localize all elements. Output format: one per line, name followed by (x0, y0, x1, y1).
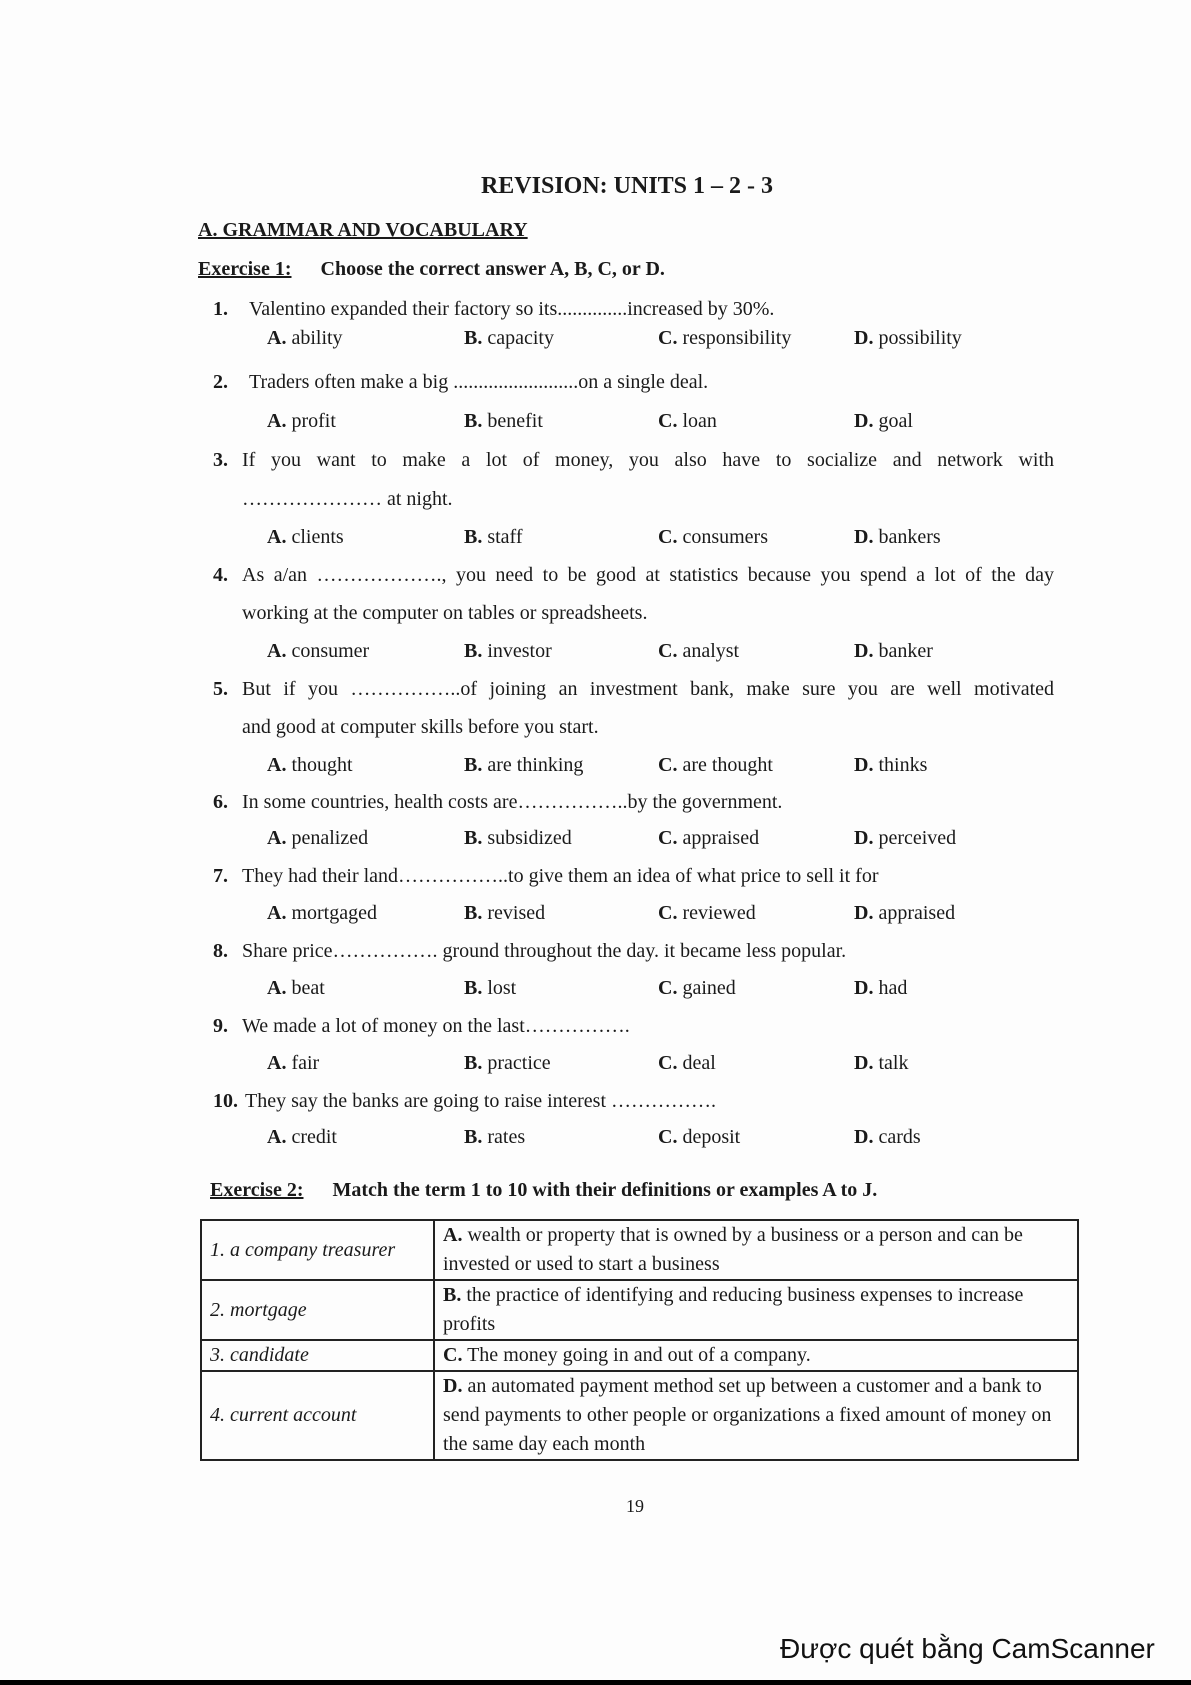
question-number: 8. (213, 940, 228, 962)
option-text: thought (291, 754, 353, 776)
exercise-2-label: Exercise 2: (210, 1179, 304, 1201)
option-letter: C. (658, 640, 678, 662)
option-text: perceived (878, 827, 957, 849)
answer-option[interactable] (464, 409, 543, 433)
question-number: 9. (213, 1015, 228, 1037)
option-letter: D. (854, 827, 874, 849)
term-cell: 2. mortgage (201, 1280, 434, 1340)
option-letter: D. (854, 1126, 874, 1148)
option-text: credit (291, 1126, 337, 1148)
answer-option[interactable] (854, 525, 941, 549)
answer-option[interactable] (267, 826, 368, 850)
question-text: We made a lot of money on the last……………. (242, 1015, 630, 1037)
option-text: practice (487, 1052, 551, 1074)
answer-option[interactable] (464, 525, 523, 549)
option-letter: D. (854, 902, 874, 924)
option-text: clients (291, 526, 344, 548)
option-text: subsidized (487, 827, 572, 849)
definition-letter: A. (443, 1224, 463, 1246)
definition-cell (434, 1280, 1078, 1340)
definition-letter: C. (443, 1344, 463, 1366)
option-letter: A. (267, 754, 287, 776)
option-letter: B. (464, 1052, 483, 1074)
question-text: Traders often make a big .........................on a single deal. (249, 371, 709, 393)
option-text: deal (682, 1052, 716, 1074)
option-letter: C. (658, 754, 678, 776)
option-text: investor (487, 640, 552, 662)
definition-text: wealth or property that is owned by a business or a person and can be invested or used to start a business (443, 1224, 1023, 1275)
question-number: 2. (213, 371, 228, 393)
option-letter: B. (464, 640, 483, 662)
option-letter: B. (464, 410, 483, 432)
option-letter: B. (464, 827, 483, 849)
option-letter: B. (464, 327, 483, 349)
answer-option[interactable] (464, 901, 545, 925)
answer-option[interactable] (267, 639, 369, 663)
option-letter: D. (854, 1052, 874, 1074)
question-text: They had their land……………..to give them an idea of what price to sell it for (242, 865, 879, 887)
definition-cell (434, 1371, 1078, 1460)
option-letter: D. (854, 526, 874, 548)
option-letter: B. (464, 1126, 483, 1148)
option-letter: C. (658, 977, 678, 999)
answer-option[interactable] (464, 639, 552, 663)
bottom-bar (0, 1680, 1191, 1685)
definition-text: The money going in and out of a company. (467, 1344, 811, 1366)
answer-option[interactable] (854, 901, 955, 925)
option-letter: A. (267, 977, 287, 999)
definition-text: an automated payment method set up between a customer and a bank to send payments to other people or organizations a fixed amount of money on the same day each month (443, 1375, 1052, 1455)
section-heading: A. GRAMMAR AND VOCABULARY (198, 219, 528, 241)
answer-option[interactable] (267, 525, 344, 549)
exercise-1-instruction: Choose the correct answer A, B, C, or D. (320, 258, 665, 280)
term-cell: 1. a company treasurer (201, 1220, 434, 1280)
answer-option[interactable] (854, 1125, 921, 1149)
definition-cell (434, 1340, 1078, 1371)
answer-option[interactable] (854, 976, 907, 1000)
definition-cell (434, 1220, 1078, 1280)
option-text: banker (878, 640, 933, 662)
answer-option[interactable] (464, 826, 572, 850)
option-letter: A. (267, 410, 287, 432)
page-number: 19 (626, 1496, 644, 1516)
question-text: and good at computer skills before you start. (242, 716, 599, 738)
answer-option[interactable] (267, 976, 325, 1000)
answer-option[interactable] (658, 901, 756, 925)
match-row (201, 1280, 1078, 1340)
option-letter: D. (854, 327, 874, 349)
option-text: deposit (682, 1126, 741, 1148)
option-letter: B. (464, 902, 483, 924)
option-text: are thought (682, 754, 773, 776)
option-text: lost (487, 977, 517, 999)
question-text: ………………… at night. (242, 488, 453, 510)
answer-option[interactable] (464, 976, 516, 1000)
option-text: are thinking (487, 754, 584, 776)
option-letter: A. (267, 902, 287, 924)
question-text: They say the banks are going to raise interest ……………. (245, 1090, 716, 1112)
question-number: 7. (213, 865, 228, 887)
question-text: working at the computer on tables or spreadsheets. (242, 602, 648, 624)
option-letter: A. (267, 827, 287, 849)
option-letter: C. (658, 902, 678, 924)
question-number: 6. (213, 791, 228, 813)
option-letter: D. (854, 640, 874, 662)
answer-option[interactable] (267, 1125, 337, 1149)
question-text: If you want to make a lot of money, you also have to socialize and network with (242, 449, 1054, 471)
answer-option[interactable] (658, 1125, 740, 1149)
exercise-2-header (210, 1178, 877, 1202)
option-letter: A. (267, 1052, 287, 1074)
definition-letter: B. (443, 1284, 462, 1306)
option-letter: C. (658, 827, 678, 849)
term-cell: 3. candidate (201, 1340, 434, 1371)
option-letter: D. (854, 977, 874, 999)
answer-option[interactable] (464, 1051, 551, 1075)
match-row (201, 1340, 1078, 1371)
answer-option[interactable] (267, 753, 353, 777)
question-text: But if you ……………..of joining an investment bank, make sure you are well motivated (242, 678, 1054, 700)
option-text: staff (487, 526, 523, 548)
question-number: 3. (213, 449, 228, 471)
option-text: mortgaged (291, 902, 377, 924)
option-text: reviewed (682, 902, 756, 924)
option-text: penalized (291, 827, 369, 849)
answer-option[interactable] (267, 409, 336, 433)
question-number: 4. (213, 564, 228, 586)
exercise-1-label: Exercise 1: (198, 258, 292, 280)
option-text: beat (291, 977, 325, 999)
option-text: revised (487, 902, 546, 924)
option-letter: A. (267, 327, 287, 349)
option-letter: A. (267, 640, 287, 662)
answer-option[interactable] (464, 753, 583, 777)
exercise-1-header (198, 257, 665, 281)
option-letter: C. (658, 1052, 678, 1074)
question-text: As a/an ………………., you need to be good at statistics because you spend a lot of the day (242, 564, 1054, 586)
answer-option[interactable] (267, 1051, 319, 1075)
answer-option[interactable] (854, 826, 956, 850)
option-text: benefit (487, 410, 543, 432)
match-table (200, 1219, 1079, 1461)
option-text: profit (291, 410, 336, 432)
page-title: REVISION: UNITS 1 – 2 - 3 (480, 173, 774, 199)
answer-option[interactable] (464, 326, 554, 350)
option-letter: C. (658, 1126, 678, 1148)
question-text: Valentino expanded their factory so its..............increased by 30%. (249, 298, 775, 320)
option-text: bankers (878, 526, 941, 548)
answer-option[interactable] (658, 1051, 716, 1075)
option-letter: B. (464, 526, 483, 548)
option-text: consumer (291, 640, 370, 662)
option-text: responsibility (682, 327, 792, 349)
option-text: loan (682, 410, 717, 432)
answer-option[interactable] (464, 1125, 525, 1149)
term-cell: 4. current account (201, 1371, 434, 1460)
option-text: talk (878, 1052, 909, 1074)
option-text: possibility (878, 327, 962, 349)
question-number: 1. (213, 298, 228, 320)
option-letter: A. (267, 1126, 287, 1148)
definition-letter: D. (443, 1375, 463, 1397)
exercise-2-instruction: Match the term 1 to 10 with their definitions or examples A to J. (332, 1179, 878, 1201)
option-letter: D. (854, 410, 874, 432)
answer-option[interactable] (658, 639, 739, 663)
option-letter: B. (464, 754, 483, 776)
answer-option[interactable] (658, 409, 717, 433)
answer-option[interactable] (658, 753, 773, 777)
question-text: In some countries, health costs are……………..by the government. (242, 791, 783, 813)
option-text: rates (487, 1126, 526, 1148)
answer-option[interactable] (658, 976, 736, 1000)
answer-option[interactable] (854, 639, 933, 663)
option-text: goal (878, 410, 913, 432)
answer-option[interactable] (854, 409, 913, 433)
camscanner-watermark: Được quét bằng CamScanner (780, 1633, 1155, 1664)
option-text: appraised (878, 902, 956, 924)
option-text: ability (291, 327, 343, 349)
option-text: analyst (682, 640, 740, 662)
option-text: fair (291, 1052, 320, 1074)
option-letter: C. (658, 526, 678, 548)
option-text: consumers (682, 526, 768, 548)
definition-text: the practice of identifying and reducing business expenses to increase profits (443, 1284, 1024, 1335)
match-row (201, 1371, 1078, 1460)
answer-option[interactable] (658, 326, 791, 350)
answer-option[interactable] (267, 326, 343, 350)
option-letter: C. (658, 327, 678, 349)
answer-option[interactable] (658, 826, 759, 850)
option-text: gained (682, 977, 736, 999)
option-text: had (878, 977, 908, 999)
answer-option[interactable] (854, 1051, 908, 1075)
answer-option[interactable] (854, 326, 962, 350)
match-row (201, 1220, 1078, 1280)
option-letter: B. (464, 977, 483, 999)
option-text: thinks (878, 754, 928, 776)
option-letter: D. (854, 754, 874, 776)
option-text: capacity (487, 327, 554, 349)
answer-option[interactable] (658, 525, 768, 549)
answer-option[interactable] (854, 753, 927, 777)
question-text: Share price……………. ground throughout the day. it became less popular. (242, 940, 847, 962)
answer-option[interactable] (267, 901, 377, 925)
option-letter: A. (267, 526, 287, 548)
option-letter: C. (658, 410, 678, 432)
option-text: appraised (682, 827, 760, 849)
option-text: cards (878, 1126, 921, 1148)
question-number: 5. (213, 678, 228, 700)
question-number: 10. (213, 1090, 238, 1112)
